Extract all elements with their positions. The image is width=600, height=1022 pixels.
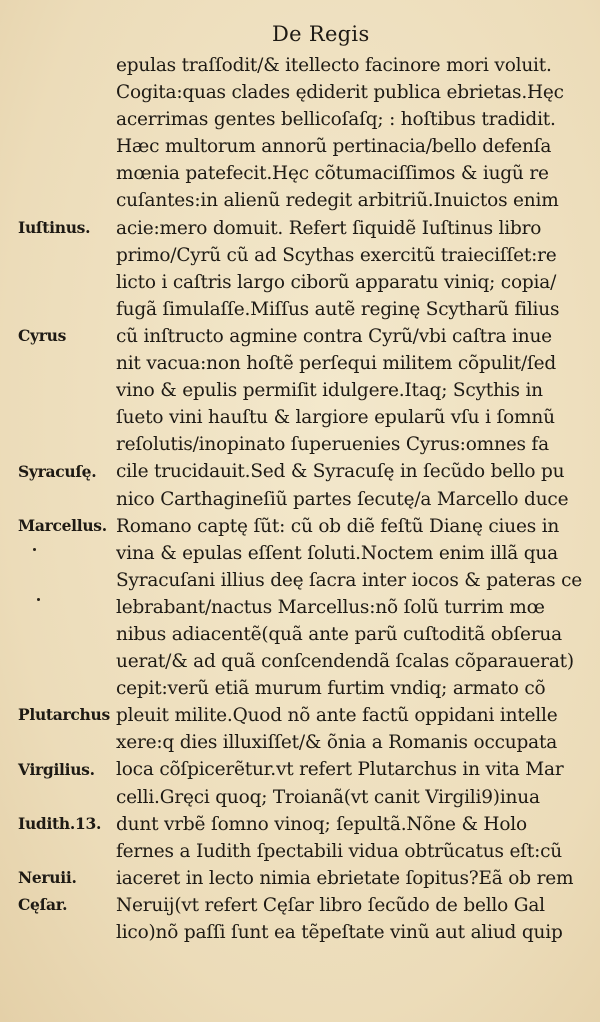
text-line: mœnia patefecit.Hęc cõtumaciſſimos & iugũ re: [116, 163, 549, 185]
text-line: vino & epulis permiſit idulgere.Itaq; Scythis in: [116, 380, 543, 402]
main-text-block: [116, 52, 586, 946]
text-line: nit vacua:non hoſtẽ perſequi militem cõpulit/ſed: [116, 353, 557, 375]
margin-note: Neruii.: [18, 868, 77, 887]
text-line: nico Carthagineſiũ partes ſecutę/a Marcello duce: [116, 488, 569, 510]
text-line: lico)nõ paſſi ſunt ea tẽpeſtate vinũ aut aliud quip: [116, 922, 563, 943]
text-line: cũ inſtructo agmine contra Cyrũ/vbi caſtra inue: [116, 325, 552, 347]
text-line: licto i caſtris largo ciborũ apparatu viniq; copia/: [116, 271, 557, 293]
text-line: celli.Gręci quoq; Troianã(vt canit Virgili9)inua: [116, 786, 540, 808]
text-line: uerat/& ad quã conſcendendã ſcalas cõparauerat): [116, 651, 574, 673]
margin-note: Marcellus.: [18, 515, 107, 535]
text-line: cuſantes:in alienũ redegit arbitriũ.Inuictos enim: [116, 190, 559, 212]
text-line: ſueto vini hauſtu & largiore epularũ vſu i ſomnũ: [116, 407, 555, 429]
text-line: epulas traſſodit/& itellecto facinore mori voluit.: [116, 55, 552, 76]
text-line: Cogita:quas clades ędiderit publica ebrietas.Hęc: [116, 82, 564, 104]
text-line: pleuit milite.Quod nõ ante factũ oppidani intelle: [116, 705, 558, 727]
text-line: Romano captę ſũt: cũ ob diẽ feſtũ Dianę ciues in: [116, 515, 560, 537]
margin-note: Iuſtinus.: [18, 217, 91, 237]
text-line: Syracuſani illius deę ſacra inter iocos & pateras ce: [116, 569, 583, 591]
text-line: Hæc multorum annorũ pertinacia/bello defenſa: [116, 136, 552, 158]
margin-note: Iudith.13.: [18, 813, 102, 833]
text-line: Neruij(vt refert Cęſar libro ſecũdo de bello Gal: [116, 894, 545, 916]
page-header: De Regis: [272, 22, 370, 46]
margin-note: Plutarchus: [18, 705, 110, 725]
margin-note: Syracuſę.: [18, 461, 97, 481]
margin-dot: [37, 598, 40, 601]
text-line: acie:mero domuit. Refert ſiquidẽ Iuſtinus libro: [116, 217, 542, 239]
text-line: reſolutis/inopinato ſuperuenies Cyrus:omnes fa: [116, 434, 549, 456]
text-line: cepit:verũ etiã murum furtim vndiq; armato cõ: [116, 678, 546, 700]
text-line: loca cõſpicerẽtur.vt refert Plutarchus in vita Mar: [116, 759, 564, 781]
text-line: xere:q dies illuxiſſet/& õnia a Romanis occupata: [116, 732, 558, 754]
text-line: primo/Cyrũ cũ ad Scythas exercitũ traieciſſet:re: [116, 244, 557, 266]
text-line: dunt vrbẽ ſomno vinoq; ſepultã.Nõne & Holo: [116, 813, 527, 835]
text-line: lebrabant/nactus Marcellus:nõ ſolũ turrim mœ: [116, 596, 545, 618]
margin-note: Cyrus: [18, 326, 67, 345]
text-line: fugã ſimulaſſe.Miſſus autẽ reginę Scytharũ filius: [116, 298, 560, 320]
text-line: iaceret in lecto nimia ebrietate ſopitus?Eã ob rem: [116, 867, 574, 889]
margin-note: Cęſar.: [18, 895, 68, 915]
text-line: cile trucidauit.Sed & Syracuſę in ſecũdo bello pu: [116, 461, 565, 483]
text-line: vina & epulas eſſent ſoluti.Noctem enim illã qua: [116, 542, 558, 564]
margin-dot: [33, 548, 36, 551]
margin-note: Virgilius.: [18, 759, 95, 779]
text-line: nibus adiacentẽ(quã ante parũ cuſtoditã obſerua: [116, 623, 562, 645]
text-line: fernes a Iudith ſpectabili vidua obtrũcatus eſt:cũ: [116, 840, 562, 862]
text-line: acerrimas gentes bellicoſaſq; : hoſtibus tradidit.: [116, 109, 556, 131]
